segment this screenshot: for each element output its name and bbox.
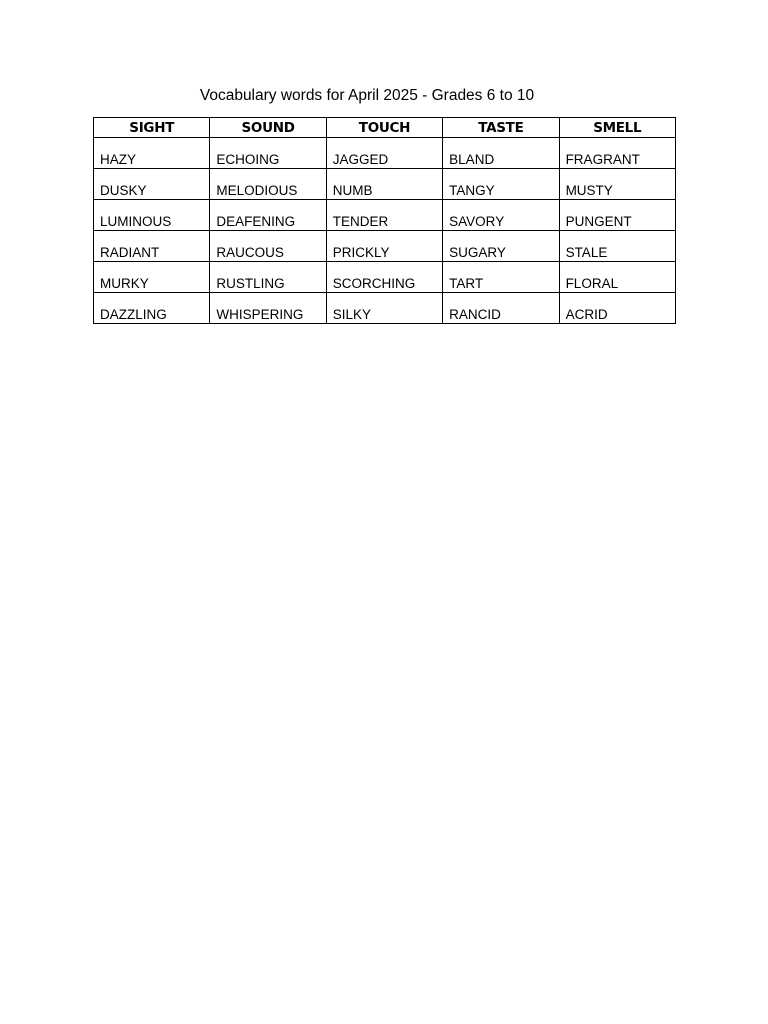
header-row — [94, 118, 676, 138]
table-cell: MELODIOUS — [210, 169, 326, 200]
table-cell: FRAGRANT — [559, 138, 675, 169]
vocabulary-table — [93, 117, 676, 324]
column-header-sight: SIGHT — [94, 118, 210, 138]
table-cell: DEAFENING — [210, 200, 326, 231]
table-cell: TENDER — [326, 200, 442, 231]
table-cell: RADIANT — [94, 231, 210, 262]
table-cell: FLORAL — [559, 262, 675, 293]
table-cell: TANGY — [443, 169, 559, 200]
table-row — [94, 231, 676, 262]
table-row — [94, 169, 676, 200]
table-cell: STALE — [559, 231, 675, 262]
table-cell: MURKY — [94, 262, 210, 293]
table-cell: BLAND — [443, 138, 559, 169]
table-cell: RANCID — [443, 293, 559, 324]
table-cell: SILKY — [326, 293, 442, 324]
table-cell: JAGGED — [326, 138, 442, 169]
table-cell: SCORCHING — [326, 262, 442, 293]
table-cell: NUMB — [326, 169, 442, 200]
table-cell: RAUCOUS — [210, 231, 326, 262]
table-cell: WHISPERING — [210, 293, 326, 324]
column-header-taste: TASTE — [443, 118, 559, 138]
table-cell: ECHOING — [210, 138, 326, 169]
table-cell: LUMINOUS — [94, 200, 210, 231]
table-cell: RUSTLING — [210, 262, 326, 293]
table-cell: HAZY — [94, 138, 210, 169]
table-header — [94, 118, 676, 138]
table-cell: PUNGENT — [559, 200, 675, 231]
column-header-smell: SMELL — [559, 118, 675, 138]
table-cell: PRICKLY — [326, 231, 442, 262]
table-row — [94, 138, 676, 169]
table-cell: SAVORY — [443, 200, 559, 231]
table-cell: DAZZLING — [94, 293, 210, 324]
table-cell: ACRID — [559, 293, 675, 324]
table-row — [94, 200, 676, 231]
document-title: Vocabulary words for April 2025 - Grades 6 to 10 — [199, 87, 535, 104]
column-header-sound: SOUND — [210, 118, 326, 138]
table-row — [94, 293, 676, 324]
table-cell: TART — [443, 262, 559, 293]
table-body — [94, 138, 676, 324]
table-cell: SUGARY — [443, 231, 559, 262]
column-header-touch: TOUCH — [326, 118, 442, 138]
table-cell: MUSTY — [559, 169, 675, 200]
table-row — [94, 262, 676, 293]
table-cell: DUSKY — [94, 169, 210, 200]
